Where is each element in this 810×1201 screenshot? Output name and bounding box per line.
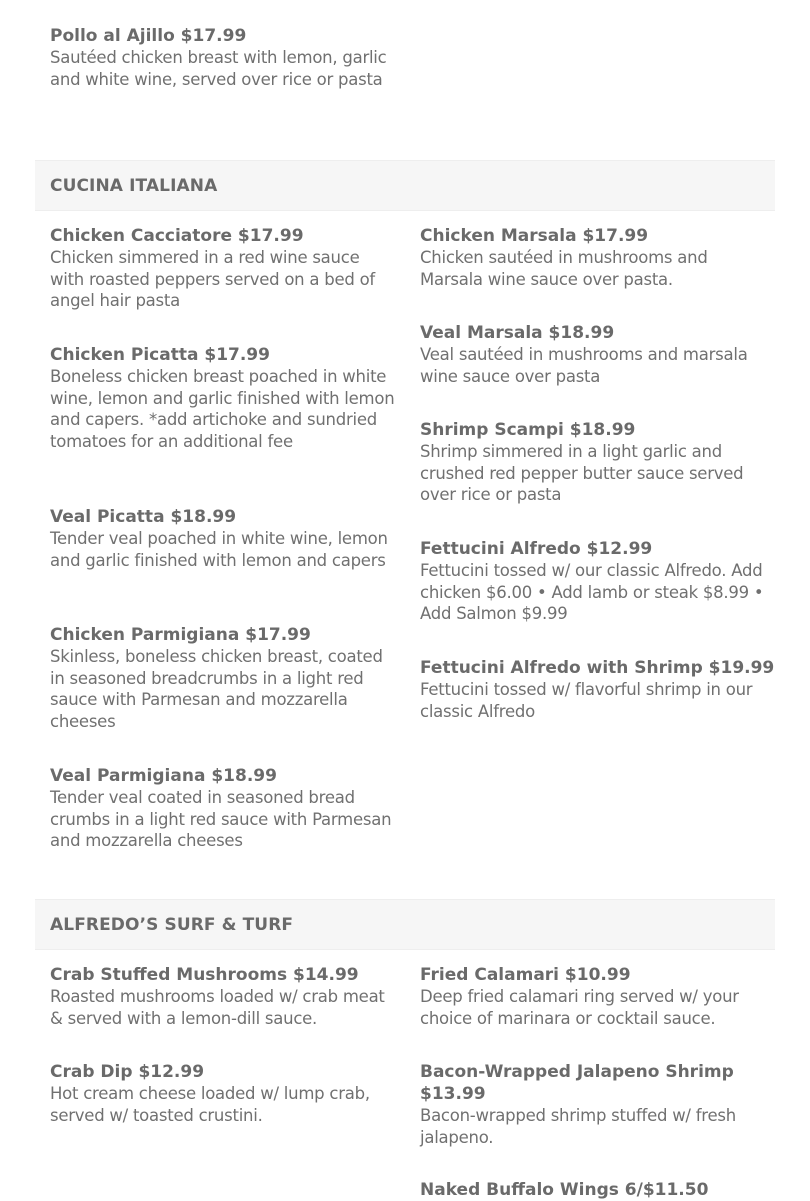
menu-item-description: Deep fried calamari ring served w/ your choice of marinara or cocktail sauce.	[420, 987, 739, 1028]
menu-item-description: Hot cream cheese loaded w/ lump crab, served w/ toasted crustini.	[50, 1084, 370, 1125]
menu-item-description: Chicken simmered in a red wine sauce with roasted peppers served on a bed of angel hair pasta	[50, 248, 375, 311]
menu-item-name: Fettucini Alfredo $12.99	[420, 539, 653, 559]
menu-item-description: Fettucini tossed w/ our classic Alfredo. Add chicken $6.00 • Add lamb or steak $8.99 • Add Salmon $9.99	[420, 561, 764, 624]
section-header-cucina-italiana	[35, 160, 775, 211]
menu-item-name: Veal Parmigiana $18.99	[50, 766, 277, 786]
menu-item	[50, 506, 395, 571]
menu-item	[420, 322, 765, 387]
menu-item-description: Bacon-wrapped shrimp stuffed w/ fresh jalapeno.	[420, 1106, 736, 1147]
menu-item	[420, 538, 765, 625]
section-title: CUCINA ITALIANA	[50, 175, 218, 196]
menu-item	[50, 765, 395, 852]
menu-item-name: Shrimp Scampi $18.99	[420, 420, 636, 440]
menu-item-description: Veal sautéed in mushrooms and marsala wine sauce over pasta	[420, 345, 748, 386]
menu-item-name: Fried Calamari $10.99	[420, 965, 631, 985]
menu-item	[420, 225, 765, 290]
menu-item-description: Skinless, boneless chicken breast, coated in seasoned breadcrumbs in a light red sauce with Parmesan and mozzarella cheeses	[50, 647, 383, 731]
menu-item-description: Roasted mushrooms loaded w/ crab meat & served with a lemon-dill sauce.	[50, 987, 385, 1028]
menu-item-description: Boneless chicken breast poached in white wine, lemon and garlic finished with lemon and capers. *add artichoke and sundried tomatoes for an additional fee	[50, 367, 395, 451]
menu-item-description: Chicken sautéed in mushrooms and Marsala wine sauce over pasta.	[420, 248, 708, 289]
menu-item-name: Fettucini Alfredo with Shrimp $19.99	[420, 658, 775, 678]
menu-item	[50, 225, 395, 312]
menu-item	[420, 1061, 765, 1148]
menu-item-description: Shrimp simmered in a light garlic and crushed red pepper butter sauce served over rice or pasta	[420, 442, 744, 505]
menu-item-name: Crab Stuffed Mushrooms $14.99	[50, 965, 359, 985]
menu-item	[50, 624, 395, 732]
menu-item-name: Veal Picatta $18.99	[50, 507, 237, 527]
menu-item-name: Chicken Parmigiana $17.99	[50, 625, 311, 645]
menu-item-name: Naked Buffalo Wings 6/$11.50	[420, 1180, 709, 1200]
section-title: ALFREDO’S SURF & TURF	[50, 914, 294, 935]
menu-item	[420, 419, 765, 506]
menu-item	[50, 25, 395, 90]
menu-item-name: Crab Dip $12.99	[50, 1062, 205, 1082]
menu-item-description: Tender veal coated in seasoned bread crumbs in a light red sauce with Parmesan and mozzarella cheeses	[50, 788, 392, 851]
menu-item-name: Chicken Marsala $17.99	[420, 226, 649, 246]
menu-item-description: Sautéed chicken breast with lemon, garlic and white wine, served over rice or pasta	[50, 48, 387, 89]
menu-item-name: Veal Marsala $18.99	[420, 323, 615, 343]
menu-item-description: Tender veal poached in white wine, lemon and garlic finished with lemon and capers	[50, 529, 388, 570]
menu-item-name: Chicken Picatta $17.99	[50, 345, 270, 365]
menu-item	[420, 657, 775, 722]
menu-item	[420, 1179, 765, 1201]
menu-item-name: Chicken Cacciatore $17.99	[50, 226, 304, 246]
menu-item-description: Fettucini tossed w/ flavorful shrimp in our classic Alfredo	[420, 680, 753, 721]
menu-item	[420, 964, 765, 1029]
menu-item-name: Bacon-Wrapped Jalapeno Shrimp $13.99	[420, 1062, 734, 1104]
menu-item	[50, 1061, 395, 1126]
menu-item	[50, 964, 395, 1029]
menu-item-name: Pollo al Ajillo $17.99	[50, 26, 247, 46]
section-header-surf-and-turf	[35, 899, 775, 950]
menu-item	[50, 344, 395, 452]
